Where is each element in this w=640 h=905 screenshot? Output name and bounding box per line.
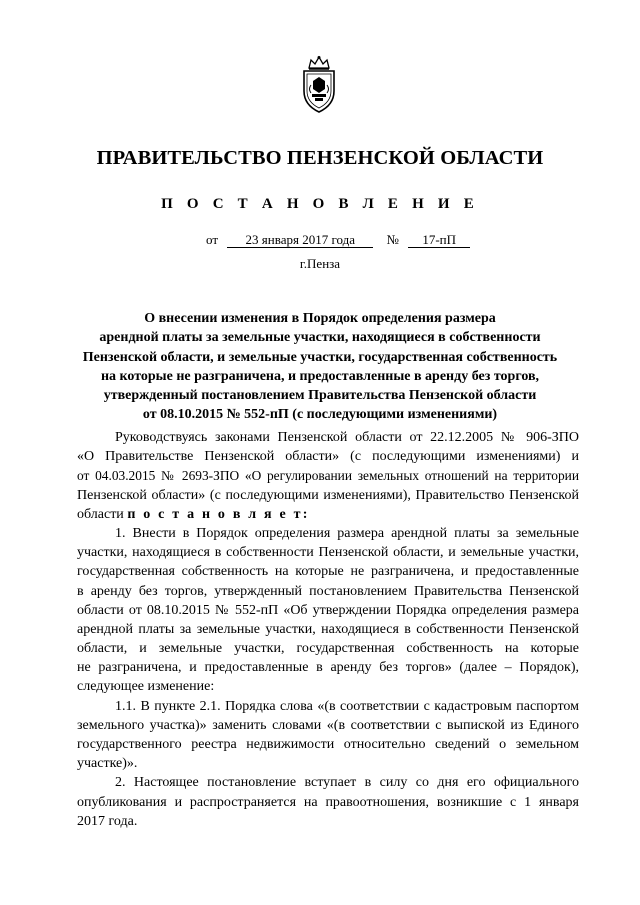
- document-type: П О С Т А Н О В Л Е Н И Е: [161, 196, 479, 212]
- item1-line: следующее изменение:: [77, 679, 215, 695]
- item2-line: 2017 года.: [77, 813, 138, 829]
- preamble-line: Руководствуясь законами Пензенской области от 22.12.2005 № 906-ЗПО: [115, 430, 579, 445]
- document-heading: [60, 309, 580, 425]
- decree-word: п о с т а н о в л я е т:: [127, 506, 310, 522]
- number-label: №: [386, 232, 399, 247]
- document-date: 23 января 2017 года: [227, 233, 373, 248]
- heading-line: О внесении изменения в Порядок определения размера: [144, 311, 496, 326]
- item11-line: участке)».: [77, 756, 138, 772]
- item1-line: государственная собственность на которые не разграничена, и предоставленные: [77, 564, 579, 580]
- item2-line: опубликования и распространяется на правоотношения, возникшие с 1 января: [77, 794, 579, 810]
- heading-line: арендной платы за земельные участки, находящиеся в собственности: [99, 330, 541, 346]
- heading-line: утвержденный постановлением Правительства Пензенской области: [103, 388, 537, 404]
- document-number: 17-пП: [408, 233, 470, 248]
- preamble-last-line: [77, 505, 579, 524]
- preamble-line: «О Правительстве Пензенской области» (с последующими изменениями) и: [77, 449, 579, 465]
- item1-line: не разграничена, и предоставленные в аренду без торгов» (далее – Порядок),: [77, 660, 579, 676]
- preamble-last-prefix: области: [77, 506, 124, 522]
- date-number-line: [206, 232, 470, 248]
- from-label: от: [206, 232, 219, 247]
- preamble-line: от 04.03.2015 № 2693-ЗПО «О регулировании земельных отношений на территории: [77, 468, 579, 484]
- government-title: ПРАВИТЕЛЬСТВО ПЕНЗЕНСКОЙ ОБЛАСТИ: [96, 147, 544, 169]
- item11-line: земельного участка)» заменить словами «(в соответствии с выпиской из Единого: [77, 717, 579, 733]
- item1-line: области, и земельные участки, государственная собственность на которые: [77, 641, 579, 657]
- item1-line: в аренду без торгов, утвержденный постановлением Правительства Пензенской: [77, 583, 579, 599]
- item1-line: участки, находящиеся в собственности Пензенской области, и земельные участки,: [77, 545, 579, 561]
- item1-line: области от 08.10.2015 № 552-пП «Об утверждении Порядка определения размера: [77, 602, 579, 618]
- heading-line: от 08.10.2015 № 552-пП (с последующими изменениями): [142, 407, 498, 423]
- heading-line: Пензенской области, и земельные участки, государственная собственность: [82, 349, 558, 365]
- item1-line: 1. Внести в Порядок определения размера арендной платы за земельные: [115, 525, 579, 541]
- document-body: [77, 428, 579, 831]
- preamble-line: Пензенской области» (с последующими изменениями), Правительство Пензенской: [77, 487, 579, 503]
- item11-line: 1.1. В пункте 2.1. Порядка слова «(в соответствии с кадастровым паспортом: [115, 698, 579, 714]
- heading-line: на которые не разграничена, и предоставленные в аренду без торгов,: [100, 368, 540, 384]
- item2-line: 2. Настоящее постановление вступает в силу со дня его официального: [115, 775, 579, 791]
- city: г.Пенза: [299, 256, 341, 271]
- item11-line: государственного реестра недвижимости относительно сведений о земельном: [77, 737, 579, 752]
- item1-line: арендной платы за земельные участки, находящиеся в собственности Пензенской: [77, 621, 579, 637]
- coat-of-arms-icon: [295, 55, 343, 115]
